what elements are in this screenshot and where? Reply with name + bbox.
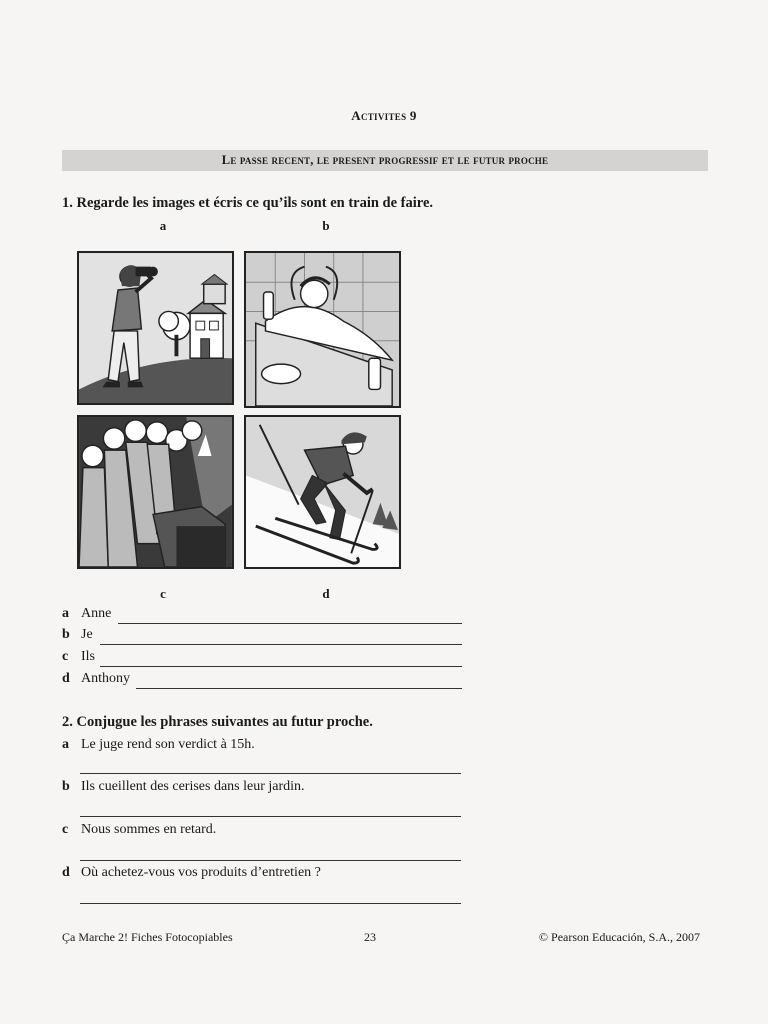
- answer-blank-d[interactable]: [136, 688, 462, 689]
- crowd-illustration: [79, 417, 232, 567]
- answer-letter: c: [62, 649, 69, 664]
- exercise2-heading: 2. Conjugue les phrases suivantes au futur proche.: [62, 714, 373, 730]
- conjugation-item-b: [62, 779, 305, 795]
- conjugation-blank-b[interactable]: [80, 816, 461, 817]
- section-banner: [62, 150, 708, 171]
- footer-publication: Ça Marche 2! Fiches Fotocopiables: [62, 930, 233, 944]
- panel-label-c: c: [160, 586, 166, 601]
- answer-subject: Je: [81, 627, 93, 642]
- answer-row-a: [62, 606, 462, 626]
- item-sentence: Le juge rend son verdict à 15h.: [81, 737, 255, 752]
- skier-illustration: [246, 417, 399, 567]
- banner-text: Le passe recent, le present progressif et le futur proche: [221, 153, 549, 167]
- answer-blank-c[interactable]: [100, 666, 462, 667]
- answer-row-b: [62, 627, 462, 647]
- photographer-illustration: [79, 253, 232, 403]
- item-sentence: Nous sommes en retard.: [81, 822, 217, 837]
- answer-letter: b: [62, 627, 70, 642]
- panel-label-b: b: [322, 218, 330, 233]
- picture-panel-d: [244, 415, 401, 569]
- item-sentence: Où achetez-vous vos produits d’entretien ?: [81, 865, 321, 880]
- picture-panel-a: [77, 251, 234, 405]
- answer-subject: Ils: [81, 649, 95, 664]
- item-letter: b: [62, 779, 70, 794]
- answer-subject: Anne: [81, 606, 112, 621]
- answer-blank-b[interactable]: [100, 644, 462, 645]
- conjugation-item-a: [62, 737, 255, 753]
- item-letter: c: [62, 822, 69, 837]
- conjugation-blank-d[interactable]: [80, 903, 461, 904]
- answer-row-c: [62, 649, 462, 669]
- panel-label-a: a: [159, 218, 167, 233]
- item-letter: a: [62, 737, 69, 752]
- item-letter: d: [62, 865, 70, 880]
- panel-label-d: d: [322, 586, 330, 601]
- item-sentence: Ils cueillent des cerises dans leur jardin.: [81, 779, 305, 794]
- conjugation-item-c: [62, 822, 216, 838]
- conjugation-item-d: [62, 865, 321, 881]
- answer-subject: Anthony: [81, 671, 130, 686]
- conjugation-blank-a[interactable]: [80, 773, 461, 774]
- picture-panel-b: [244, 251, 401, 408]
- answer-row-d: [62, 671, 462, 691]
- conjugation-blank-c[interactable]: [80, 860, 461, 861]
- answer-blank-a[interactable]: [118, 623, 462, 624]
- answer-letter: a: [62, 606, 69, 621]
- page-number: 23: [364, 930, 376, 944]
- answer-letter: d: [62, 671, 70, 686]
- picture-panel-c: [77, 415, 234, 569]
- footer-copyright: © Pearson Educación, S.A., 2007: [538, 930, 700, 944]
- exercise1-heading: 1. Regarde les images et écris ce qu’ils sont en train de faire.: [62, 195, 434, 211]
- bath-illustration: [246, 253, 399, 406]
- page-title: Activites 9: [351, 108, 417, 123]
